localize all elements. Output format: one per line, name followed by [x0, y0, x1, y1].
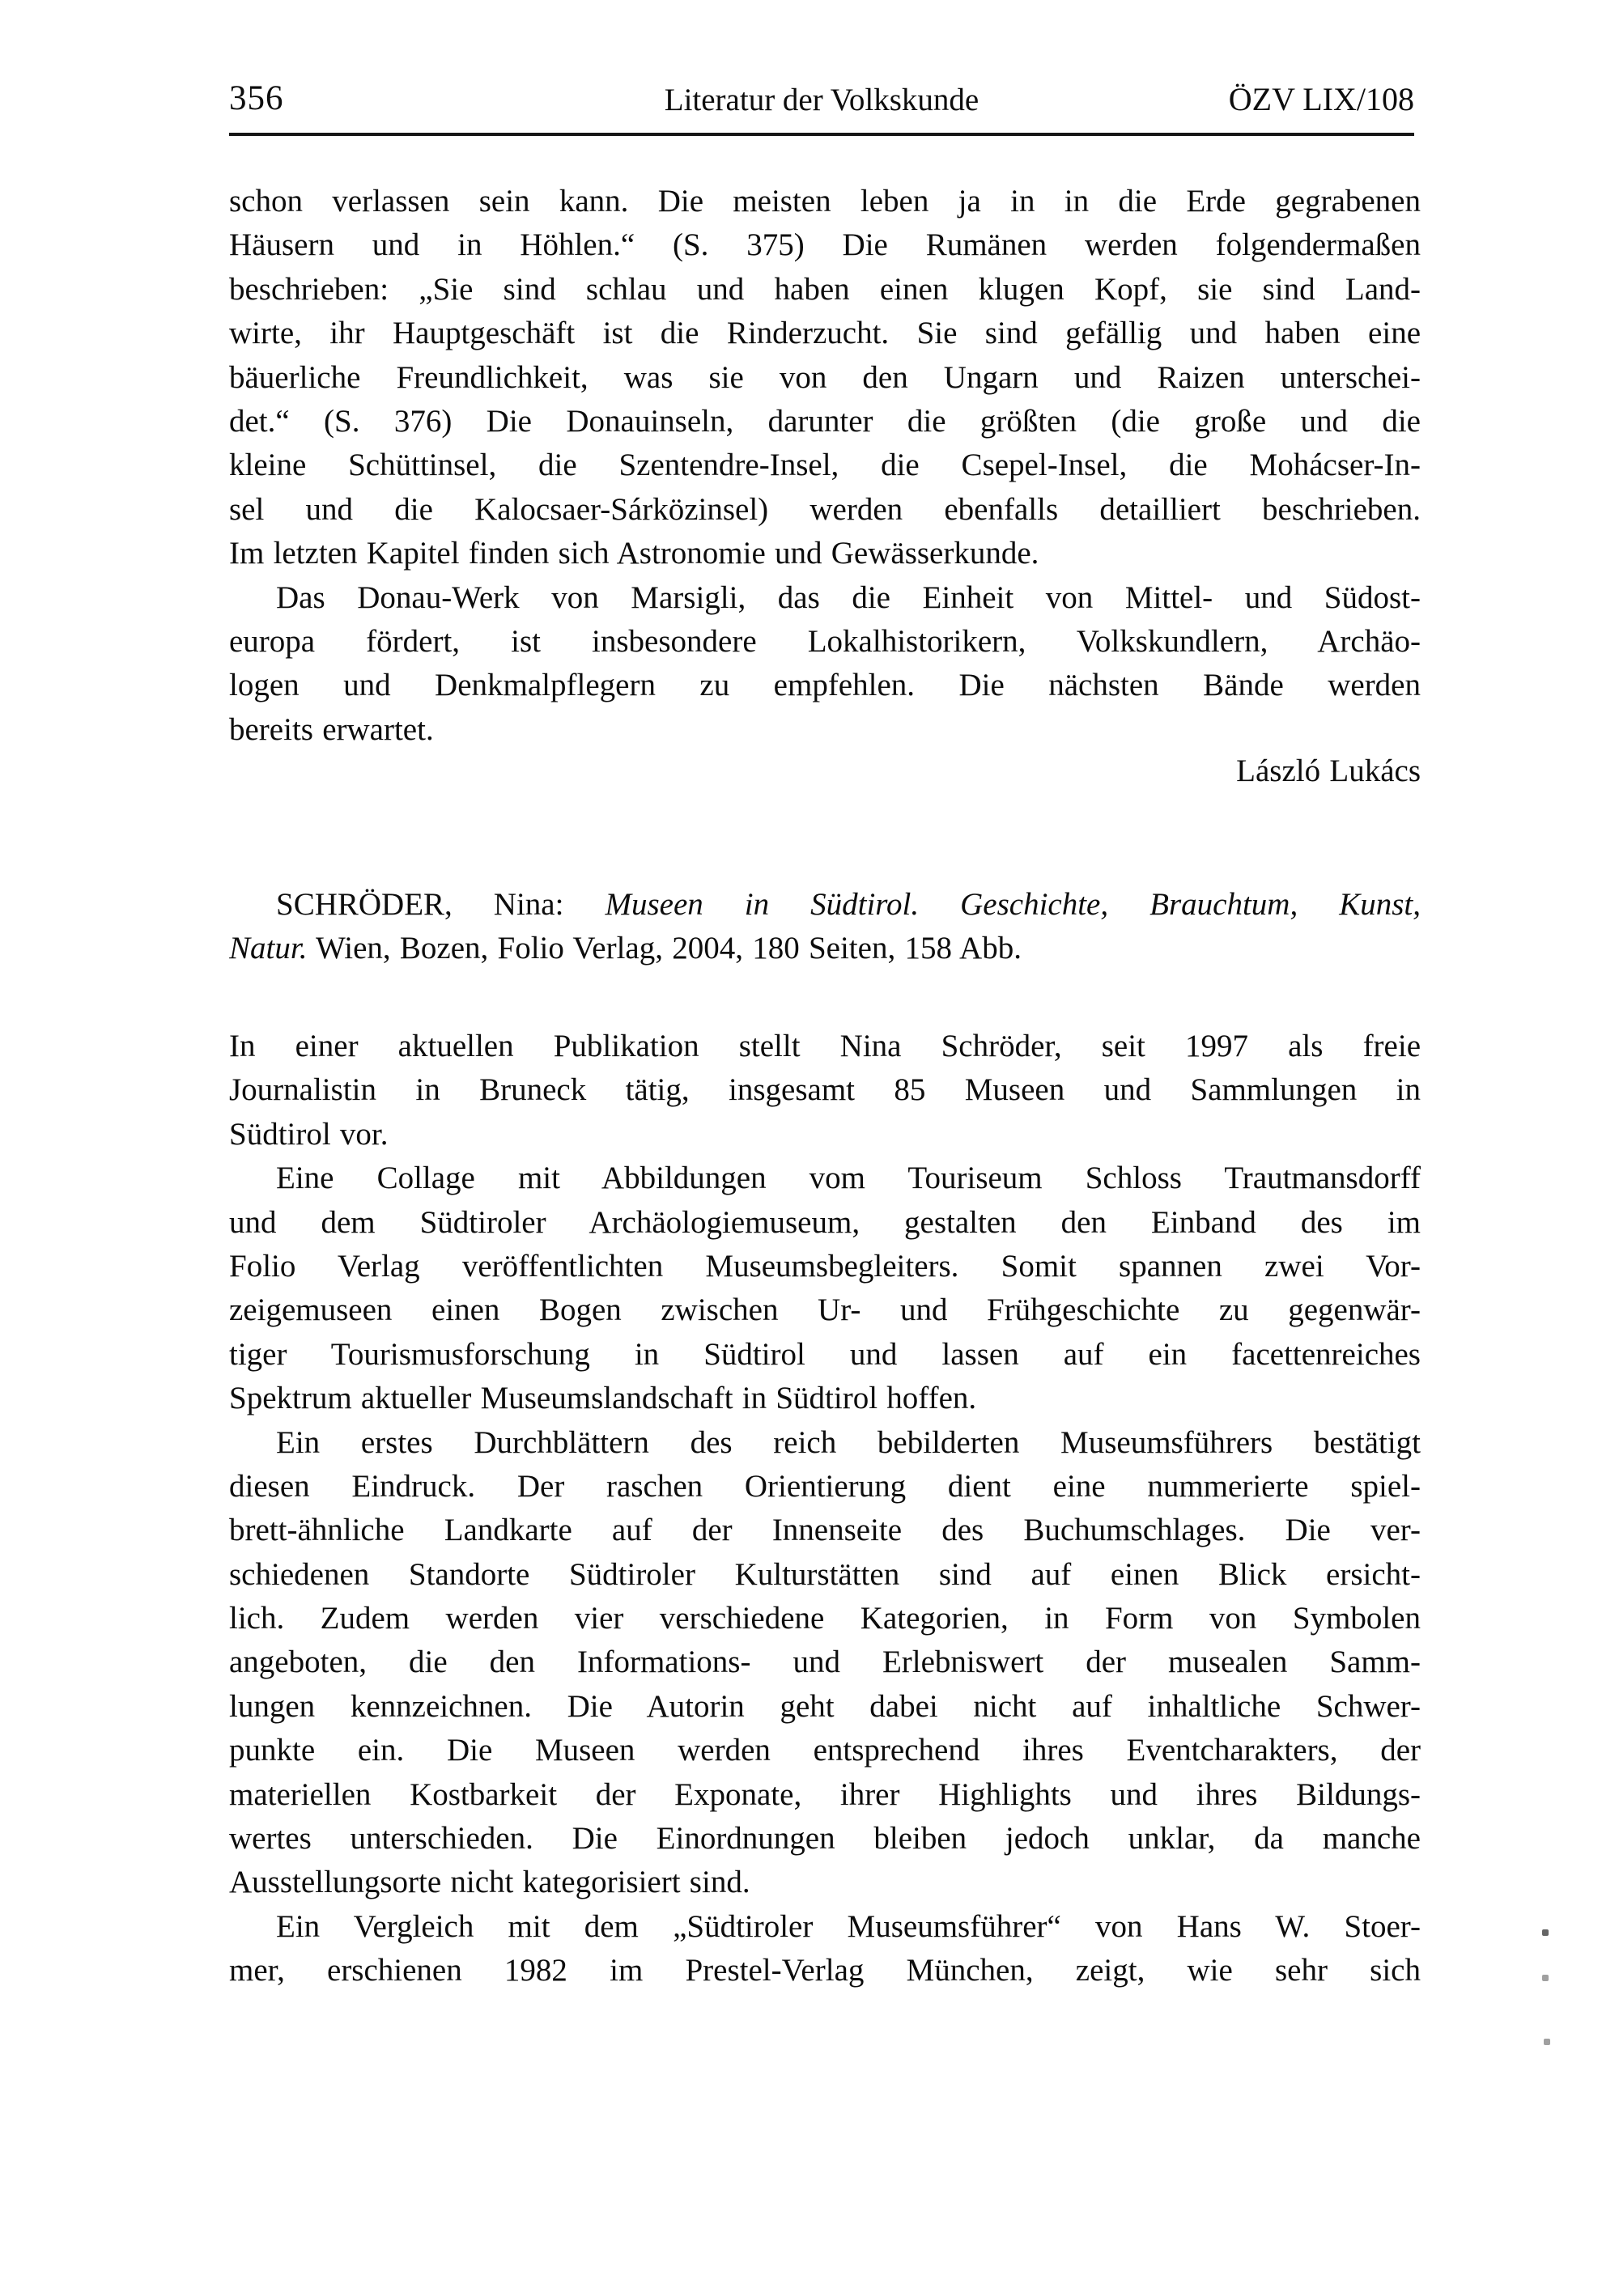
- text-line: Häusern und in Höhlen.“ (S. 375) Die Rumänen werden folgendermaßen: [229, 227, 1421, 263]
- running-title: Literatur der Volkskunde: [664, 83, 979, 117]
- text-line: angeboten, die den Informations- und Erlebniswert der musealen Samm-: [229, 1645, 1421, 1680]
- text-line: lich. Zudem werden vier verschiedene Kategorien, in Form von Symbolen: [229, 1601, 1421, 1636]
- reviewer-signature: László Lukács: [1236, 753, 1421, 789]
- text-line: Spektrum aktueller Museumslandschaft in Südtirol hoffen.: [229, 1381, 977, 1416]
- text-line: In einer aktuellen Publikation stellt Nina Schröder, seit 1997 als freie: [229, 1029, 1421, 1063]
- text-line: kleine Schüttinsel, die Szentendre-Insel, die Csepel-Insel, die Mohácser-In-: [229, 448, 1421, 483]
- text-line: det.“ (S. 376) Die Donauinseln, darunter die größten (die große und die: [229, 403, 1421, 439]
- reference-text: Wien, Bozen, Folio Verlag, 2004, 180 Seiten, 158 Abb.: [307, 931, 1022, 966]
- text-line: Südtirol vor.: [229, 1116, 389, 1152]
- book-title-italic: Natur.: [229, 931, 308, 966]
- text-line: sel und die Kalocsaer-Sárközinsel) werden ebenfalls detailliert beschrieben.: [229, 491, 1421, 527]
- text-line: schon verlassen sein kann. Die meisten leben ja in in die Erde gegrabenen: [229, 184, 1421, 219]
- text-line: mer, erschienen 1982 im Prestel-Verlag München, zeigt, wie sehr sich: [229, 1953, 1421, 1988]
- header-rule: [229, 133, 1414, 136]
- page-header: [229, 79, 1414, 119]
- book-title-italic: Museen in Südtirol. Geschichte, Brauchtum, Kunst,: [605, 887, 1421, 922]
- text-line: Eine Collage mit Abbildungen vom Touriseum Schloss Trautmansdorff: [276, 1161, 1421, 1196]
- paragraph: [229, 1421, 1421, 1905]
- text-line: Ausstellungsorte nicht kategorisiert sind.: [229, 1865, 750, 1900]
- text-line: punkte ein. Die Museen werden entsprechend ihres Eventcharakters, der: [229, 1733, 1421, 1768]
- text-line: Ein Vergleich mit dem „Südtiroler Museumsführer“ von Hans W. Stoer-: [276, 1908, 1421, 1944]
- text-line: [229, 883, 1421, 927]
- text-line: Journalistin in Bruneck tätig, insgesamt 85 Museen und Sammlungen in: [229, 1072, 1421, 1108]
- page-number: 356: [229, 79, 284, 117]
- text-line: beschrieben: „Sie sind schlau und haben einen klugen Kopf, sie sind Land-: [229, 271, 1421, 307]
- text-line: Ein erstes Durchblättern des reich bebilderten Museumsführers bestätigt: [276, 1424, 1421, 1460]
- paragraph: [229, 1156, 1421, 1420]
- text-line: und dem Südtiroler Archäologiemuseum, gestalten den Einband des im: [229, 1204, 1421, 1240]
- journal-volume-reference: ÖZV LIX/108: [1228, 81, 1414, 117]
- text-line: bereits erwartet.: [229, 711, 434, 747]
- review-marsigli-text: [229, 180, 1421, 793]
- paragraph: [229, 1025, 1421, 1156]
- text-line: wertes unterschieden. Die Einordnungen bleiben jedoch unklar, da manche: [229, 1821, 1421, 1857]
- text-line: brett-ähnliche Landkarte auf der Innenseite des Buchumschlages. Die ver-: [229, 1513, 1421, 1548]
- paragraph: [229, 180, 1421, 576]
- text-line: logen und Denkmalpflegern zu empfehlen. Die nächsten Bände werden: [229, 668, 1421, 703]
- text-line: europa fördert, ist insbesondere Lokalhistorikern, Volkskundlern, Archäo-: [229, 623, 1421, 659]
- text-line: bäuerliche Freundlichkeit, was sie von den Ungarn und Raizen unterschei-: [229, 359, 1421, 395]
- text-line: diesen Eindruck. Der raschen Orientierung dient eine nummerierte spiel-: [229, 1468, 1421, 1504]
- scan-speck: [1544, 2039, 1550, 2045]
- text-line: wirte, ihr Hauptgeschäft ist die Rinderzucht. Sie sind gefällig und haben eine: [229, 316, 1421, 351]
- text-line: Das Donau-Werk von Marsigli, das die Einheit von Mittel- und Südost-: [276, 579, 1421, 615]
- review-schroeder-text: [229, 1025, 1421, 1993]
- text-line: lungen kennzeichnen. Die Autorin geht dabei nicht auf inhaltliche Schwer-: [229, 1688, 1421, 1724]
- scan-speck: [1542, 1975, 1549, 1981]
- paragraph: [229, 1905, 1421, 1993]
- text-line: tiger Tourismusforschung in Südtirol und lassen auf ein facettenreiches: [229, 1336, 1421, 1372]
- text-line: zeigemuseen einen Bogen zwischen Ur- und Frühgeschichte zu gegenwär-: [229, 1292, 1421, 1328]
- text-line: Im letzten Kapitel finden sich Astronomie und Gewässerkunde.: [229, 536, 1039, 571]
- book-reference-heading: [229, 883, 1421, 971]
- paragraph: [229, 576, 1421, 753]
- text-line: materiellen Kostbarkeit der Exponate, ihrer Highlights und ihres Bildungs-: [229, 1776, 1421, 1812]
- text-line: [229, 927, 1421, 970]
- scan-speck: [1542, 1929, 1549, 1936]
- text-line: Folio Verlag veröffentlichten Museumsbegleiters. Somit spannen zwei Vor-: [229, 1248, 1421, 1284]
- reference-text: SCHRÖDER, Nina:: [276, 887, 606, 922]
- text-line: schiedenen Standorte Südtiroler Kulturstätten sind auf einen Blick ersicht-: [229, 1556, 1421, 1592]
